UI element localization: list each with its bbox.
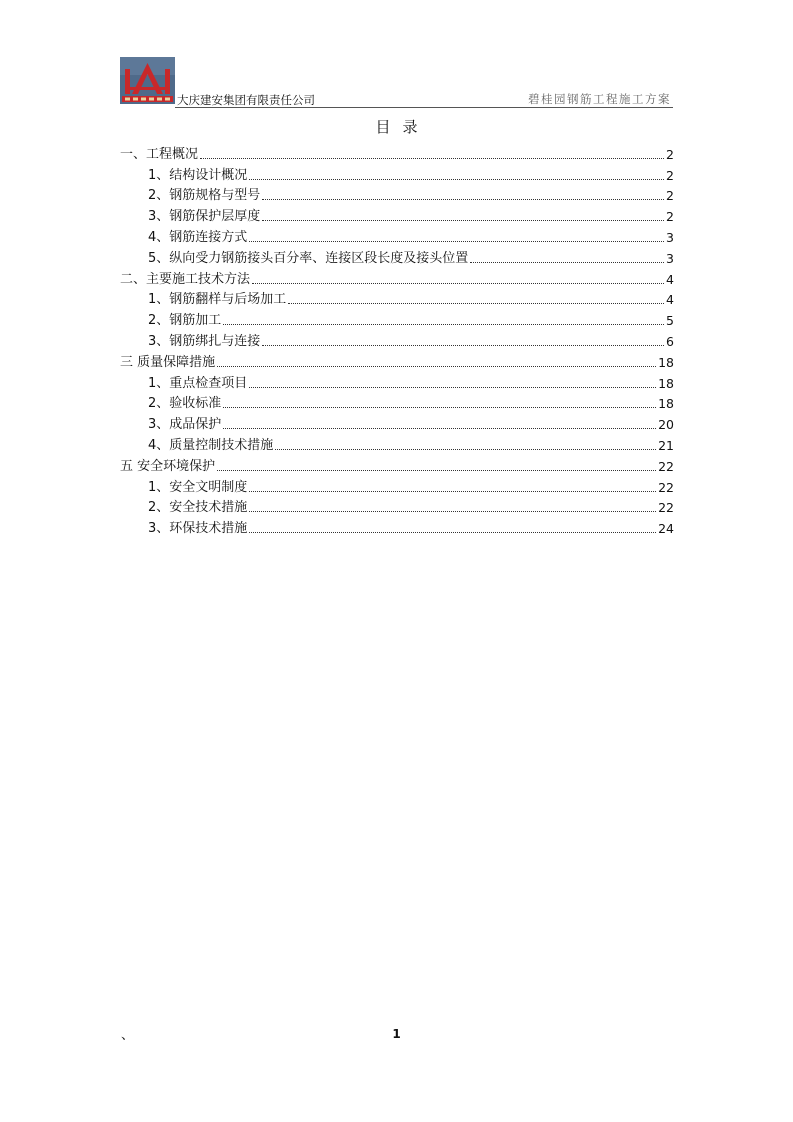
toc-entry[interactable]	[120, 267, 674, 288]
toc-dot-leader	[252, 283, 664, 284]
toc-entry-label: 2、钢筋规格与型号	[148, 188, 261, 204]
toc-entry-label: 5、纵向受力钢筋接头百分率、连接区段长度及接头位置	[148, 250, 469, 266]
toc-dot-leader	[249, 491, 656, 492]
toc-dot-leader	[470, 262, 664, 263]
toc-entry-label: 1、结构设计概况	[148, 167, 248, 183]
toc-dot-leader	[275, 449, 656, 450]
toc-entry-label: 五 安全环境保护	[120, 458, 216, 474]
toc-entry-page: 4	[666, 292, 674, 308]
toc-entry-label: 4、钢筋连接方式	[148, 229, 248, 245]
footer-mark: 、	[121, 1028, 135, 1043]
toc-entry[interactable]	[120, 371, 674, 392]
toc-entry-page: 18	[658, 354, 674, 370]
toc-entry[interactable]	[120, 184, 674, 205]
toc-dot-leader	[249, 511, 656, 512]
toc-dot-leader	[249, 179, 664, 180]
toc-dot-leader	[223, 407, 656, 408]
toc-entry[interactable]	[120, 225, 674, 246]
toc-heading: 目录	[375, 118, 430, 136]
page-number: 1	[392, 1027, 401, 1041]
toc-entry-label: 4、质量控制技术措施	[148, 437, 274, 453]
toc-entry[interactable]	[120, 204, 674, 225]
page-header	[120, 57, 673, 109]
toc-dot-leader	[223, 428, 656, 429]
company-logo	[120, 57, 175, 104]
toc-entry-page: 21	[658, 437, 674, 453]
toc-entry[interactable]	[120, 475, 674, 496]
toc-entry[interactable]	[120, 496, 674, 517]
toc-entry-page: 3	[666, 250, 674, 266]
toc-entry-label: 二、主要施工技术方法	[120, 271, 251, 287]
toc-dot-leader	[249, 532, 656, 533]
toc-entry[interactable]	[120, 288, 674, 309]
table-of-contents	[120, 142, 674, 537]
toc-entry[interactable]	[120, 454, 674, 475]
toc-entry-label: 2、验收标准	[148, 396, 222, 412]
toc-dot-leader	[217, 470, 656, 471]
toc-entry-page: 2	[666, 188, 674, 204]
toc-entry-label: 1、安全文明制度	[148, 479, 248, 495]
toc-dot-leader	[262, 345, 664, 346]
toc-entry[interactable]	[120, 329, 674, 350]
toc-entry-page: 22	[658, 479, 674, 495]
toc-entry-page: 22	[658, 500, 674, 516]
toc-entry-page: 2	[666, 146, 674, 162]
toc-dot-leader	[200, 158, 664, 159]
toc-dot-leader	[217, 366, 656, 367]
toc-entry-page: 18	[658, 396, 674, 412]
toc-entry-label: 3、钢筋保护层厚度	[148, 209, 261, 225]
toc-entry[interactable]	[120, 308, 674, 329]
toc-entry[interactable]	[120, 516, 674, 537]
toc-dot-leader	[262, 220, 664, 221]
toc-entry-page: 18	[658, 375, 674, 391]
toc-entry-page: 4	[666, 271, 674, 287]
toc-entry-label: 2、安全技术措施	[148, 500, 248, 516]
toc-entry-page: 20	[658, 417, 674, 433]
toc-dot-leader	[249, 387, 656, 388]
toc-entry-page: 6	[666, 333, 674, 349]
toc-entry-label: 3、环保技术措施	[148, 521, 248, 537]
toc-entry-label: 3、钢筋绑扎与连接	[148, 333, 261, 349]
toc-entry-page: 2	[666, 209, 674, 225]
toc-entry-label: 3、成品保护	[148, 417, 222, 433]
toc-dot-leader	[262, 199, 664, 200]
toc-entry-label: 1、钢筋翻样与后场加工	[148, 292, 287, 308]
company-name: 大庆建安集团有限责任公司	[177, 93, 315, 107]
toc-entry[interactable]	[120, 433, 674, 454]
toc-entry-page: 5	[666, 313, 674, 329]
toc-entry-page: 2	[666, 167, 674, 183]
toc-entry[interactable]	[120, 350, 674, 371]
toc-dot-leader	[249, 241, 664, 242]
toc-entry-label: 1、重点检查项目	[148, 375, 248, 391]
toc-entry-label: 三 质量保障措施	[120, 354, 216, 370]
toc-entry[interactable]	[120, 142, 674, 163]
toc-entry-page: 22	[658, 458, 674, 474]
toc-entry[interactable]	[120, 392, 674, 413]
toc-dot-leader	[223, 324, 664, 325]
toc-entry[interactable]	[120, 246, 674, 267]
toc-entry[interactable]	[120, 412, 674, 433]
toc-entry-label: 2、钢筋加工	[148, 313, 222, 329]
toc-entry-label: 一、工程概况	[120, 146, 199, 162]
document-title: 碧桂园钢筋工程施工方案	[528, 92, 671, 106]
toc-entry-page: 24	[658, 521, 674, 537]
toc-dot-leader	[288, 303, 664, 304]
toc-entry[interactable]	[120, 163, 674, 184]
header-divider	[175, 107, 673, 108]
toc-entry-page: 3	[666, 229, 674, 245]
